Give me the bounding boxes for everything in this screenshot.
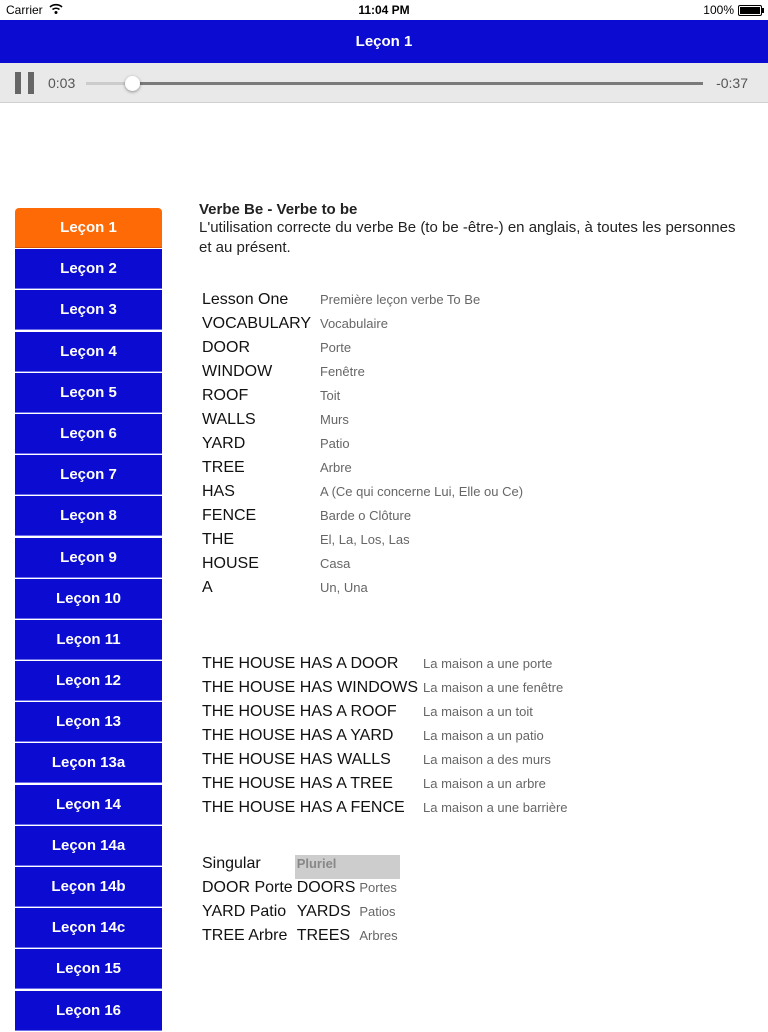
pause-icon[interactable]	[15, 72, 35, 94]
sidebar-item-lecon[interactable]: Leçon 14	[15, 785, 162, 825]
french-translation: El, La, Los, Las	[320, 532, 410, 547]
plural-term: YARDS	[296, 903, 351, 920]
vocabulary-table	[200, 291, 525, 603]
page-title: Leçon 1	[355, 33, 413, 50]
singular-term: DOOR Porte	[202, 879, 293, 896]
english-term: A	[202, 579, 213, 596]
french-translation: Première leçon verbe To Be	[320, 292, 481, 307]
sidebar-item-lecon[interactable]: Leçon 1	[15, 208, 162, 248]
slider-thumb[interactable]	[125, 76, 140, 91]
lesson-sidebar	[15, 208, 162, 1032]
remaining-time: -0:37	[716, 75, 748, 91]
sidebar-item-lecon[interactable]: Leçon 14a	[15, 826, 162, 866]
plural-translation: Portes	[359, 880, 397, 895]
english-term: WINDOW	[202, 363, 273, 380]
sidebar-item-lecon[interactable]: Leçon 14c	[15, 908, 162, 948]
singular-term: TREE Arbre	[202, 927, 288, 944]
english-term: VOCABULARY	[202, 315, 312, 332]
french-translation: Murs	[320, 412, 349, 427]
english-term: Lesson One	[202, 291, 289, 308]
english-term: THE HOUSE HAS WALLS	[202, 751, 391, 768]
table-row	[200, 315, 525, 339]
french-translation: Barde o Clôture	[320, 508, 412, 523]
sidebar-item-lecon[interactable]: Leçon 2	[15, 249, 162, 289]
table-row	[200, 411, 525, 435]
table-row	[200, 775, 570, 799]
french-translation: La maison a une barrière	[423, 800, 568, 815]
singular-term: YARD Patio	[202, 903, 287, 920]
sidebar-item-lecon[interactable]: Leçon 8	[15, 496, 162, 536]
table-row	[200, 799, 570, 823]
table-row	[200, 655, 570, 679]
plural-header: Pluriel	[295, 855, 400, 879]
battery-icon	[738, 5, 762, 16]
table-row	[200, 679, 570, 703]
status-bar	[0, 0, 768, 20]
sidebar-item-lecon[interactable]: Leçon 13	[15, 702, 162, 742]
lesson-title: Verbe Be - Verbe to be	[199, 201, 358, 218]
table-row	[200, 363, 525, 387]
lesson-content	[199, 201, 739, 258]
french-translation: Porte	[320, 340, 352, 355]
french-translation: La maison a une fenêtre	[423, 680, 564, 695]
table-row	[200, 555, 525, 579]
english-term: THE HOUSE HAS A ROOF	[202, 703, 397, 720]
table-row	[200, 435, 525, 459]
english-term: THE HOUSE HAS WINDOWS	[202, 679, 419, 696]
audio-player	[0, 63, 768, 103]
french-translation: Fenêtre	[320, 364, 365, 379]
table-row	[200, 291, 525, 315]
sidebar-item-lecon[interactable]: Leçon 10	[15, 579, 162, 619]
french-translation: Casa	[320, 556, 351, 571]
english-term: HAS	[202, 483, 235, 500]
table-row	[200, 927, 400, 951]
table-row	[200, 879, 400, 903]
sidebar-item-lecon[interactable]: Leçon 11	[15, 620, 162, 660]
sidebar-item-lecon[interactable]: Leçon 16	[15, 991, 162, 1031]
plural-term: DOORS	[296, 879, 356, 896]
french-translation: La maison a un toit	[423, 704, 533, 719]
english-term: THE HOUSE HAS A FENCE	[202, 799, 405, 816]
phrases-table	[200, 655, 570, 823]
carrier-label: Carrier	[6, 3, 43, 17]
french-translation: A (Ce qui concerne Lui, Elle ou Ce)	[320, 484, 524, 499]
table-row	[200, 579, 525, 603]
progress-slider[interactable]	[86, 82, 703, 85]
english-term: FENCE	[202, 507, 257, 524]
plural-translation: Arbres	[359, 928, 398, 943]
table-row	[200, 751, 570, 775]
table-row	[200, 903, 400, 927]
plural-term: TREES	[296, 927, 351, 944]
plural-table	[200, 855, 400, 951]
english-term: THE HOUSE HAS A DOOR	[202, 655, 399, 672]
french-translation: Arbre	[320, 460, 352, 475]
table-row	[200, 727, 570, 751]
english-term: WALLS	[202, 411, 256, 428]
english-term: THE HOUSE HAS A YARD	[202, 727, 394, 744]
french-translation: La maison a une porte	[423, 656, 553, 671]
sidebar-item-lecon[interactable]: Leçon 7	[15, 455, 162, 495]
sidebar-item-lecon[interactable]: Leçon 14b	[15, 867, 162, 907]
nav-bar	[0, 20, 768, 63]
french-translation: Un, Una	[320, 580, 368, 595]
english-term: DOOR	[202, 339, 250, 356]
french-translation: La maison a un arbre	[423, 776, 546, 791]
sidebar-item-lecon[interactable]: Leçon 5	[15, 373, 162, 413]
sidebar-item-lecon[interactable]: Leçon 6	[15, 414, 162, 454]
french-translation: La maison a des murs	[423, 752, 551, 767]
english-term: ROOF	[202, 387, 249, 404]
sidebar-item-lecon[interactable]: Leçon 15	[15, 949, 162, 989]
sidebar-item-lecon[interactable]: Leçon 12	[15, 661, 162, 701]
table-row	[200, 531, 525, 555]
french-translation: Vocabulaire	[320, 316, 388, 331]
clock: 11:04 PM	[358, 3, 410, 17]
sidebar-item-lecon[interactable]: Leçon 4	[15, 332, 162, 372]
sidebar-item-lecon[interactable]: Leçon 13a	[15, 743, 162, 783]
english-term: TREE	[202, 459, 245, 476]
table-row	[200, 459, 525, 483]
french-translation: Patio	[320, 436, 350, 451]
plural-header-row	[200, 855, 400, 879]
battery-percent: 100%	[703, 3, 734, 17]
english-term: YARD	[202, 435, 246, 452]
sidebar-item-lecon[interactable]: Leçon 3	[15, 290, 162, 330]
table-row	[200, 703, 570, 727]
table-row	[200, 483, 525, 507]
table-row	[200, 387, 525, 411]
elapsed-time: 0:03	[48, 75, 76, 91]
french-translation: Toit	[320, 388, 341, 403]
plural-translation: Patios	[359, 904, 396, 919]
english-term: THE HOUSE HAS A TREE	[202, 775, 393, 792]
table-row	[200, 339, 525, 363]
english-term: HOUSE	[202, 555, 259, 572]
sidebar-item-lecon[interactable]: Leçon 9	[15, 538, 162, 578]
lesson-description: L'utilisation correcte du verbe Be (to be -être-) en anglais, à toutes les personnes et au présent.	[199, 219, 736, 256]
singular-header: Singular	[202, 855, 261, 872]
english-term: THE	[202, 531, 234, 548]
table-row	[200, 507, 525, 531]
french-translation: La maison a un patio	[423, 728, 544, 743]
